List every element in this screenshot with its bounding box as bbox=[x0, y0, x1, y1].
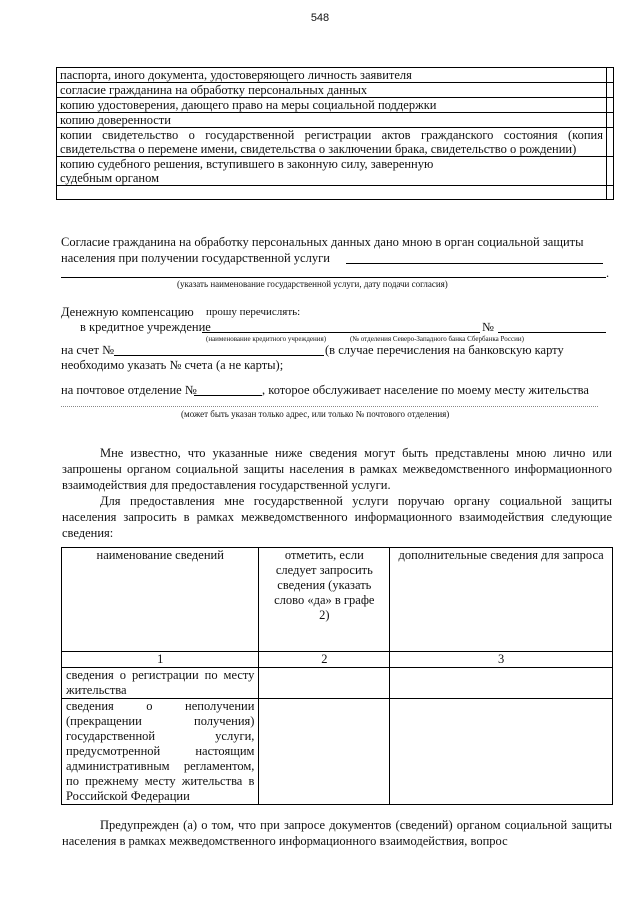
consent-hint: (указать наименование государственной услуги, дату подачи согласия) bbox=[177, 279, 448, 289]
consent-dot: . bbox=[606, 266, 610, 280]
table-cell: сведения о неполучении (прекращении получения) государственной услуги, предусмотренной настоящим административным регламентом, по прежнему месту жительства в Российской Федерации bbox=[62, 699, 259, 805]
number-sign: № bbox=[482, 320, 494, 334]
checkbox-cell[interactable] bbox=[607, 128, 614, 157]
account-label: на счет № bbox=[61, 343, 115, 357]
bank-label: в кредитное учреждение bbox=[80, 320, 211, 334]
account-field[interactable] bbox=[114, 355, 324, 356]
mark-cell[interactable] bbox=[259, 699, 390, 805]
account-note: (в случае перечисления на банковскую карту bbox=[325, 343, 564, 357]
table-row bbox=[57, 98, 614, 113]
table-row bbox=[57, 186, 614, 200]
table-row bbox=[57, 157, 614, 186]
table-row bbox=[57, 68, 614, 83]
post-field[interactable] bbox=[194, 395, 262, 396]
branch-hint: (№ отделения Северо-Западного банка Сбербанка России) bbox=[350, 335, 524, 343]
table-number-row bbox=[62, 652, 613, 668]
header-extra: дополнительные сведения для запроса bbox=[390, 548, 613, 652]
table-cell: сведения о регистрации по месту жительства bbox=[62, 668, 259, 699]
post-address-field[interactable] bbox=[61, 406, 598, 407]
checkbox-cell[interactable] bbox=[607, 186, 614, 200]
bank-field[interactable] bbox=[202, 332, 480, 333]
table-cell: паспорта, иного документа, удостоверяющего личность заявителя bbox=[57, 68, 607, 83]
table-header-row bbox=[62, 548, 613, 652]
table-row bbox=[57, 83, 614, 98]
column-number: 2 bbox=[259, 652, 390, 668]
table-cell: копию судебного решения, вступившего в законную силу, заверенную судебным органом bbox=[57, 157, 607, 186]
post-hint: (может быть указан только адрес, или только № почтового отделения) bbox=[181, 409, 450, 419]
mark-cell[interactable] bbox=[259, 668, 390, 699]
table-row bbox=[57, 128, 614, 157]
service-name-field[interactable] bbox=[346, 263, 603, 264]
table-cell bbox=[57, 186, 607, 200]
account-note-2: необходимо указать № счета (а не карты); bbox=[61, 358, 284, 372]
table-cell: копию удостоверения, дающего право на меры социальной поддержки bbox=[57, 98, 607, 113]
documents-table bbox=[56, 67, 614, 200]
checkbox-cell[interactable] bbox=[607, 83, 614, 98]
bank-hint: (наименование кредитного учреждения) bbox=[206, 335, 327, 343]
column-number: 1 bbox=[62, 652, 259, 668]
column-number: 3 bbox=[390, 652, 613, 668]
post-label: на почтовое отделение № bbox=[61, 383, 197, 397]
table-cell: копии свидетельство о государственной регистрации актов гражданского состояния (копия свидетельства о перемене имени, свидетельства о заключении брака, свидетельство о рождении) bbox=[57, 128, 607, 157]
checkbox-cell[interactable] bbox=[607, 113, 614, 128]
compensation-transfer: прошу перечислять: bbox=[206, 306, 301, 318]
header-mark: отметить, если следует запросить сведения (указать слово «да» в графе 2) bbox=[259, 548, 390, 652]
request-paragraph: Для предоставления мне государственной услуги поручаю органу социальной защиты населения запросить в рамках межведомственного информационного взаимодействия следующие сведения: bbox=[62, 494, 612, 540]
info-paragraph: Мне известно, что указанные ниже сведения могут быть представлены мною лично или запрошены органом социальной защиты населения в рамках межведомственного информационного взаимодействия для предоставления государственной услуги. bbox=[62, 446, 612, 492]
table-row bbox=[57, 113, 614, 128]
service-date-field[interactable] bbox=[61, 277, 606, 278]
checkbox-cell[interactable] bbox=[607, 98, 614, 113]
header-name: наименование сведений bbox=[62, 548, 259, 652]
post-text: , которое обслуживает население по моему месту жительства bbox=[262, 383, 589, 397]
page-number: 548 bbox=[310, 12, 330, 24]
table-cell: копию доверенности bbox=[57, 113, 607, 128]
request-table bbox=[61, 547, 613, 805]
table-row bbox=[62, 668, 613, 699]
table-row bbox=[62, 699, 613, 805]
consent-line-2: населения при получении государственной услуги bbox=[61, 251, 330, 265]
extra-cell[interactable] bbox=[390, 699, 613, 805]
branch-field[interactable] bbox=[498, 332, 606, 333]
warning-paragraph: Предупрежден (а) о том, что при запросе документов (сведений) органом социальной защиты населения в рамках межведомственного информационного взаимодействия, вопрос bbox=[62, 818, 612, 848]
checkbox-cell[interactable] bbox=[607, 68, 614, 83]
table-cell: согласие гражданина на обработку персональных данных bbox=[57, 83, 607, 98]
consent-line-1: Согласие гражданина на обработку персональных данных дано мною в орган социальной защиты bbox=[61, 235, 584, 249]
compensation-title: Денежную компенсацию bbox=[61, 305, 194, 319]
extra-cell[interactable] bbox=[390, 668, 613, 699]
checkbox-cell[interactable] bbox=[607, 157, 614, 186]
